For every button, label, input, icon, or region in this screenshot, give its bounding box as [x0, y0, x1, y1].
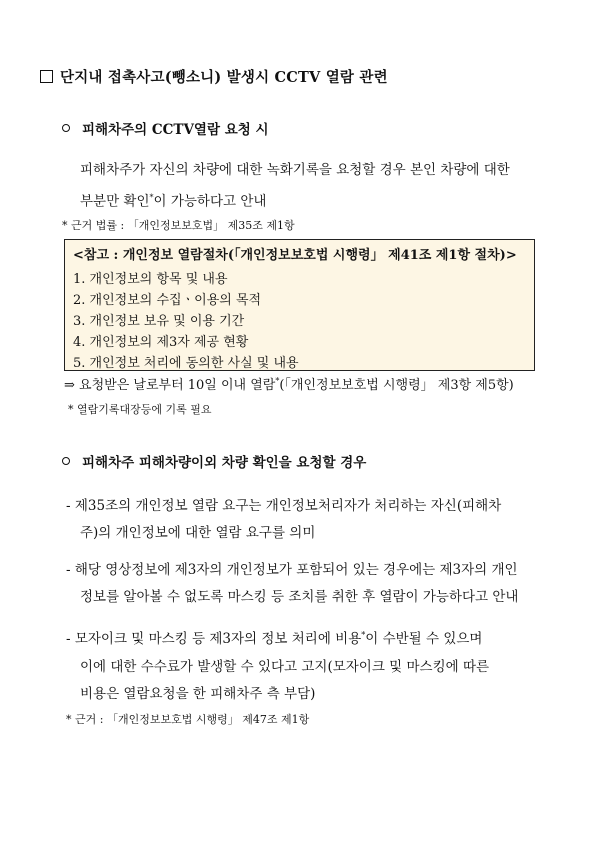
circle-bullet-icon — [62, 457, 70, 465]
section2-basis-note: * 근거 : 「개인정보보호법 시행령」 제47조 제1항 — [66, 713, 310, 726]
page-title: 단지내 접촉사고(뺑소니) 발생시 CCTV 열람 관련 — [40, 66, 388, 87]
reference-box-title: <참고 : 개인정보 열람절차(「개인정보보호법 시행령」 제41조 제1항 절차)> — [73, 248, 517, 263]
section2-bullet3-line2: 이에 대한 수수료가 발생할 수 있다고 고지(모자이크 및 마스킹에 따른 — [80, 659, 490, 675]
section2-bullet2-line1: - 해당 영상정보에 제3자의 개인정보가 포함되어 있는 경우에는 제3자의 개인 — [66, 562, 518, 578]
section2-bullet2-line2: 정보를 알아볼 수 없도록 마스킹 등 조치를 취한 후 열람이 가능하다고 안내 — [80, 589, 519, 605]
reference-box — [64, 239, 535, 371]
section2-bullet3-line3: 비용은 열람요청을 한 피해차주 측 부담) — [80, 686, 316, 702]
reference-item: 4. 개인정보의 제3자 제공 현황 — [73, 335, 249, 350]
reference-item: 1. 개인정보의 항목 및 내용 — [73, 272, 228, 287]
section1-record-note: * 열람기록대장등에 기록 필요 — [68, 403, 212, 416]
reference-item: 2. 개인정보의 수집ㆍ이용의 목적 — [73, 293, 262, 308]
reference-item: 3. 개인정보 보유 및 이용 기간 — [73, 314, 245, 329]
section1-para-line1: 피해차주가 자신의 차량에 대한 녹화기록을 요청할 경우 본인 차량에 대한 — [80, 162, 510, 178]
section1-para-line2: 부분만 확인*이 가능하다고 안내 — [80, 193, 267, 210]
section2-bullet3-line1: - 모자이크 및 마스킹 등 제3자의 정보 처리에 비용*이 수반될 수 있으며 — [66, 630, 483, 647]
checkbox-square-icon — [40, 70, 53, 83]
section1-heading: 피해차주의 CCTV열람 요청 시 — [62, 118, 269, 138]
section2-heading: 피해차주 피해차량이외 차량 확인을 요청할 경우 — [62, 451, 366, 471]
section2-bullet1-line1: - 제35조의 개인정보 열람 요구는 개인정보처리자가 처리하는 자신(피해차 — [66, 498, 502, 514]
section2-bullet1-line2: 주)의 개인정보에 대한 열람 요구를 의미 — [80, 525, 316, 541]
circle-bullet-icon — [62, 124, 70, 132]
section1-deadline-line: ⇒ 요청받은 날로부터 10일 이내 열람*(「개인정보보호법 시행령」 제3항 제5항) — [64, 376, 514, 393]
reference-item: 5. 개인정보 처리에 동의한 사실 및 내용 — [73, 356, 299, 371]
section1-basis-note: * 근거 법률 : 「개인정보보호법」 제35조 제1항 — [62, 219, 295, 232]
